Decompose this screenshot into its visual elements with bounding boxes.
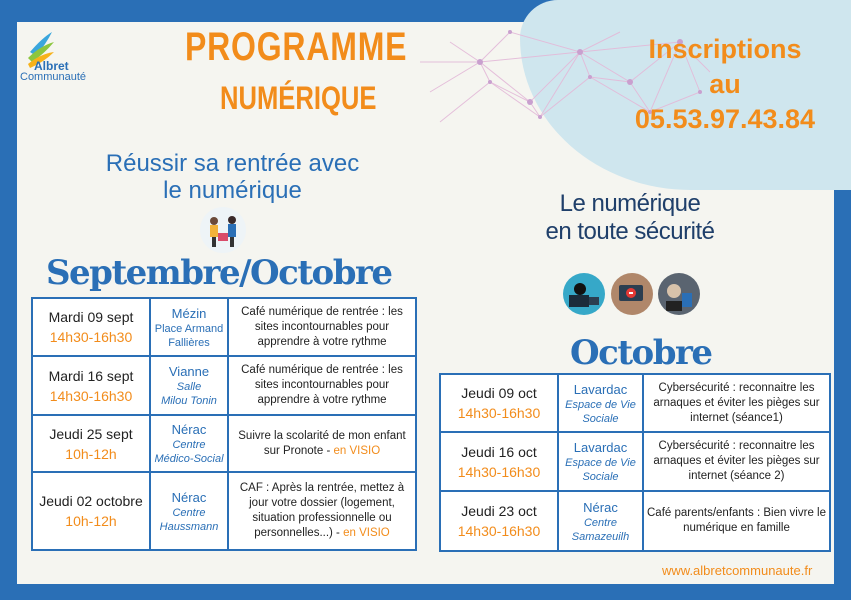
left-subtitle <box>60 150 405 204</box>
event-place: Milou Tonin <box>161 395 217 407</box>
month-heading-sept-oct: Septembre/Octobre <box>46 253 392 293</box>
event-place: Centre <box>172 439 206 451</box>
event-time: 14h30-16h30 <box>457 405 541 421</box>
event-date: Mardi 16 sept <box>48 367 134 384</box>
schedule-table-sept <box>31 297 417 551</box>
left-subtitle-line2: le numérique <box>163 177 302 204</box>
inscriptions-au: au <box>709 69 741 99</box>
inscriptions-label: Inscriptions <box>648 34 802 64</box>
month-heading-oct: Octobre <box>570 333 712 373</box>
table-row <box>440 432 830 491</box>
event-place: Samazeuilh <box>571 530 630 543</box>
event-town: Nérac <box>583 499 618 515</box>
phone-number: 05.53.97.43.84 <box>634 104 816 134</box>
event-time: 14h30-16h30 <box>49 387 133 404</box>
event-town: Nérac <box>171 489 207 505</box>
event-description: CAF : Après la rentrée, mettez à jour votre dossier (logement, situation professionnelle ou personnelles...) - <box>239 482 405 539</box>
event-description: Cybersécurité : reconnaitre les arnaques et éviter les pièges sur internet (séance 2) <box>653 440 820 482</box>
people-illustration-icon <box>200 207 246 253</box>
event-date: Jeudi 16 oct <box>461 443 537 460</box>
hacker-illustration-icon <box>563 273 605 315</box>
event-place: Espace de Vie <box>565 457 636 469</box>
event-place: Place Armand <box>154 322 224 335</box>
table-row <box>32 298 416 356</box>
event-place: Médico-Social <box>154 453 224 465</box>
inscriptions-block <box>600 32 850 137</box>
phone-scam-illustration-icon <box>611 273 653 315</box>
event-description: Café numérique de rentrée : les sites incontournables pour apprendre à votre rythme <box>241 364 403 406</box>
left-subtitle-line1: Réussir sa rentrée avec <box>105 150 360 177</box>
event-time: 14h30-16h30 <box>49 329 133 345</box>
event-time: 10h-12h <box>65 513 117 529</box>
right-subtitle-line1: Le numérique <box>559 190 701 217</box>
security-illustration-icon <box>658 273 700 315</box>
event-time: 14h30-16h30 <box>457 463 541 480</box>
event-town: Lavardac <box>573 440 628 455</box>
event-description: Café parents/enfants : Bien vivre le numérique en famille <box>647 507 826 534</box>
right-subtitle-line2: en toute sécurité <box>545 218 715 245</box>
event-place: Sociale <box>582 412 619 425</box>
visio-tag: en VISIO <box>333 444 381 457</box>
table-row <box>32 356 416 415</box>
event-place: Sociale <box>582 471 619 483</box>
table-row <box>440 374 830 432</box>
event-date: Jeudi 02 octobre <box>39 493 143 509</box>
logo-name: Albret <box>34 59 69 73</box>
event-date: Jeudi 09 oct <box>461 385 537 401</box>
event-place: Centre <box>583 516 618 529</box>
right-subtitle <box>515 190 745 246</box>
title-programme: PROGRAMME <box>185 25 408 69</box>
schedule-table-oct <box>439 373 831 552</box>
event-place: Espace de Vie <box>565 398 636 411</box>
event-place: Haussmann <box>159 520 219 533</box>
event-date: Jeudi 23 oct <box>461 503 537 519</box>
event-time: 14h30-16h30 <box>457 523 541 539</box>
event-town: Nérac <box>171 422 207 437</box>
event-place: Centre <box>172 506 206 519</box>
website-link[interactable]: www.albretcommunaute.fr <box>662 563 813 578</box>
event-description: Café numérique de rentrée : les sites incontournables pour apprendre à votre rythme <box>241 305 403 348</box>
table-row <box>32 472 416 550</box>
event-time: 10h-12h <box>65 445 117 462</box>
table-row <box>32 415 416 472</box>
event-date: Jeudi 25 sept <box>49 425 133 442</box>
event-description: Suivre la scolarité de mon enfant sur Pronote - <box>238 429 406 457</box>
title-numerique: NUMÉRIQUE <box>220 80 377 116</box>
event-description: Cybersécurité : reconnaitre les arnaques et éviter les pièges sur internet (séance1) <box>653 381 820 424</box>
event-place: Fallières <box>168 336 210 349</box>
visio-tag: en VISIO <box>343 527 390 539</box>
event-town: Lavardac <box>573 381 628 397</box>
table-row <box>440 491 830 551</box>
event-place: Salle <box>176 381 202 393</box>
event-town: Mézin <box>171 305 207 321</box>
logo-subtitle: Communauté <box>20 71 87 83</box>
event-date: Mardi 09 sept <box>48 309 134 325</box>
event-town: Vianne <box>168 364 210 379</box>
